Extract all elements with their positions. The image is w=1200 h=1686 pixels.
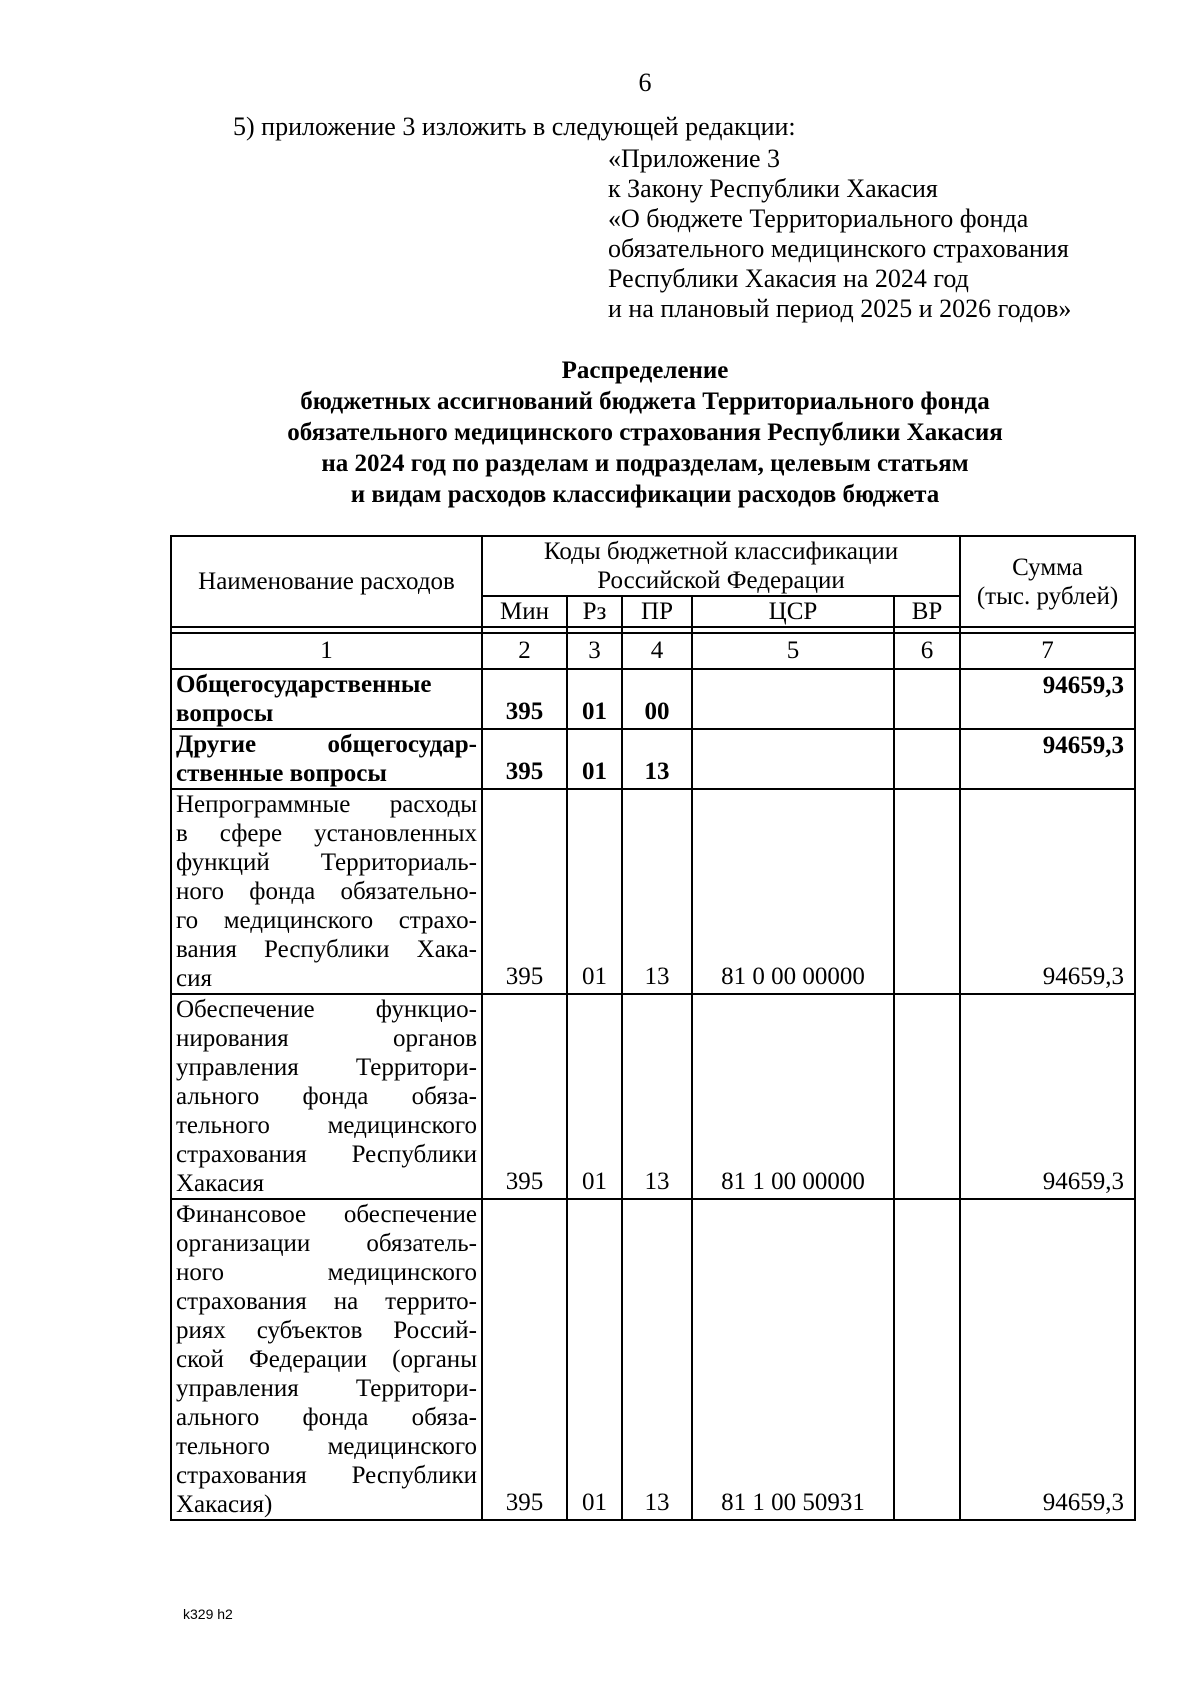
appendix-line: к Закону Республики Хакасия — [608, 174, 938, 203]
row-name — [171, 669, 482, 729]
row-name — [171, 994, 482, 1199]
row-csr: 81 1 00 00000 — [692, 994, 894, 1199]
row-rz: 01 — [567, 1199, 622, 1520]
row-min: 395 — [482, 669, 567, 729]
row-rz: 01 — [567, 669, 622, 729]
header-pr: ПР — [622, 596, 692, 627]
row-name-line: ской Федерации (органы — [176, 1346, 477, 1373]
row-name-line: нирования органов — [176, 1025, 477, 1052]
table-row — [171, 1199, 1135, 1520]
header-name: Наименование расходов — [171, 536, 482, 627]
header-csr: ЦСР — [692, 596, 894, 627]
header-codes-line: Российской Федерации — [597, 567, 845, 594]
row-name-line: Финансовое обеспечение — [176, 1201, 477, 1228]
appendix-reference — [608, 144, 1071, 324]
title-line: обязательного медицинского страхования Республики Хакасия — [287, 419, 1003, 446]
title-line: и видам расходов классификации расходов бюджета — [350, 481, 940, 508]
column-number: 4 — [622, 633, 692, 669]
row-vr — [894, 669, 960, 729]
row-name — [171, 789, 482, 994]
appendix-line: обязательного медицинского страхования — [608, 234, 1069, 263]
column-number: 1 — [171, 633, 482, 669]
budget-table — [170, 535, 1136, 1521]
intro-text: 5) приложение 3 изложить в следующей редакции: — [233, 112, 796, 141]
appendix-line: «О бюджете Территориального фонда — [608, 204, 1029, 233]
header-codes-line: Коды бюджетной классификации — [543, 538, 899, 565]
row-name-line: ального фонда обяза- — [176, 1404, 477, 1431]
header-rz: Рз — [567, 596, 622, 627]
row-name-line: страхования на террито- — [176, 1288, 477, 1315]
row-pr: 13 — [622, 789, 692, 994]
header-sum-line: Сумма — [1012, 553, 1083, 581]
page-number: 6 — [638, 68, 652, 97]
row-name-line: ного медицинского — [176, 1259, 477, 1286]
row-pr: 00 — [622, 669, 692, 729]
column-number: 5 — [692, 633, 894, 669]
row-vr — [894, 789, 960, 994]
row-sum: 94659,3 — [960, 994, 1135, 1199]
row-name — [171, 729, 482, 789]
title-line: бюджетных ассигнований бюджета Территориального фонда — [300, 388, 990, 415]
appendix-line: «Приложение 3 — [608, 144, 781, 173]
footer-code: k329 h2 — [183, 1606, 233, 1622]
row-name-line: Непрограммные расходы — [176, 791, 477, 818]
row-name-line: сия — [176, 965, 212, 992]
row-rz: 01 — [567, 789, 622, 994]
row-min: 395 — [482, 789, 567, 994]
row-name-line: управления Территори- — [176, 1054, 477, 1081]
row-name-line: Обеспечение функцио- — [176, 996, 477, 1023]
row-name-line: страхования Республики — [176, 1141, 477, 1168]
row-name-line: Хакасия — [176, 1170, 264, 1197]
row-name-line: Хакасия) — [176, 1491, 273, 1518]
row-name-line: в сфере установленных — [176, 820, 477, 847]
row-name-line: тельного медицинского — [176, 1433, 477, 1460]
row-name — [171, 1199, 482, 1520]
row-name-line: организации обязатель- — [176, 1230, 477, 1257]
header-vr: ВР — [894, 596, 960, 627]
appendix-line: и на плановый период 2025 и 2026 годов» — [608, 294, 1072, 323]
row-min: 395 — [482, 729, 567, 789]
row-name-line: функций Территориаль- — [176, 849, 477, 876]
column-number: 6 — [894, 633, 960, 669]
row-name-line: управления Территори- — [176, 1375, 477, 1402]
header-codes — [482, 536, 960, 596]
header-sum — [960, 536, 1135, 627]
row-sum: 94659,3 — [960, 729, 1135, 789]
row-name-line: ального фонда обяза- — [176, 1083, 477, 1110]
row-name-line: риях субъектов Россий- — [176, 1317, 477, 1344]
row-name-line: го медицинского страхо- — [176, 907, 477, 934]
row-pr: 13 — [622, 1199, 692, 1520]
row-vr — [894, 994, 960, 1199]
appendix-line: Республики Хакасия на 2024 год — [608, 264, 969, 293]
row-vr — [894, 729, 960, 789]
row-csr: 81 1 00 50931 — [692, 1199, 894, 1520]
header-sum-line: (тыс. рублей) — [976, 582, 1119, 610]
column-number: 7 — [960, 633, 1135, 669]
row-vr — [894, 1199, 960, 1520]
row-name-line: вания Республики Хака- — [176, 936, 477, 963]
title-line: Распределение — [561, 357, 729, 384]
row-name-line: страхования Республики — [176, 1462, 477, 1489]
row-pr: 13 — [622, 994, 692, 1199]
column-number-row — [171, 633, 1135, 669]
table-row — [171, 669, 1135, 729]
row-name-line: ственные вопросы — [176, 760, 387, 787]
row-min: 395 — [482, 1199, 567, 1520]
row-sum: 94659,3 — [960, 669, 1135, 729]
row-min: 395 — [482, 994, 567, 1199]
table-row — [171, 729, 1135, 789]
row-name-line: Общегосударственные — [176, 671, 432, 698]
row-csr — [692, 669, 894, 729]
row-csr: 81 0 00 00000 — [692, 789, 894, 994]
row-sum: 94659,3 — [960, 789, 1135, 994]
row-rz: 01 — [567, 729, 622, 789]
row-rz: 01 — [567, 994, 622, 1199]
header-min: Мин — [482, 596, 567, 627]
column-number: 3 — [567, 633, 622, 669]
document-title — [170, 355, 1120, 510]
row-name-line: Другие общегосудар- — [176, 731, 477, 758]
table-row — [171, 994, 1135, 1199]
row-sum: 94659,3 — [960, 1199, 1135, 1520]
row-name-line: ного фонда обязательно- — [176, 878, 477, 905]
title-line: на 2024 год по разделам и подразделам, целевым статьям — [321, 450, 969, 477]
table-row — [171, 789, 1135, 994]
row-name-line: тельного медицинского — [176, 1112, 477, 1139]
column-number: 2 — [482, 633, 567, 669]
row-pr: 13 — [622, 729, 692, 789]
row-csr — [692, 729, 894, 789]
row-name-line: вопросы — [176, 700, 274, 727]
